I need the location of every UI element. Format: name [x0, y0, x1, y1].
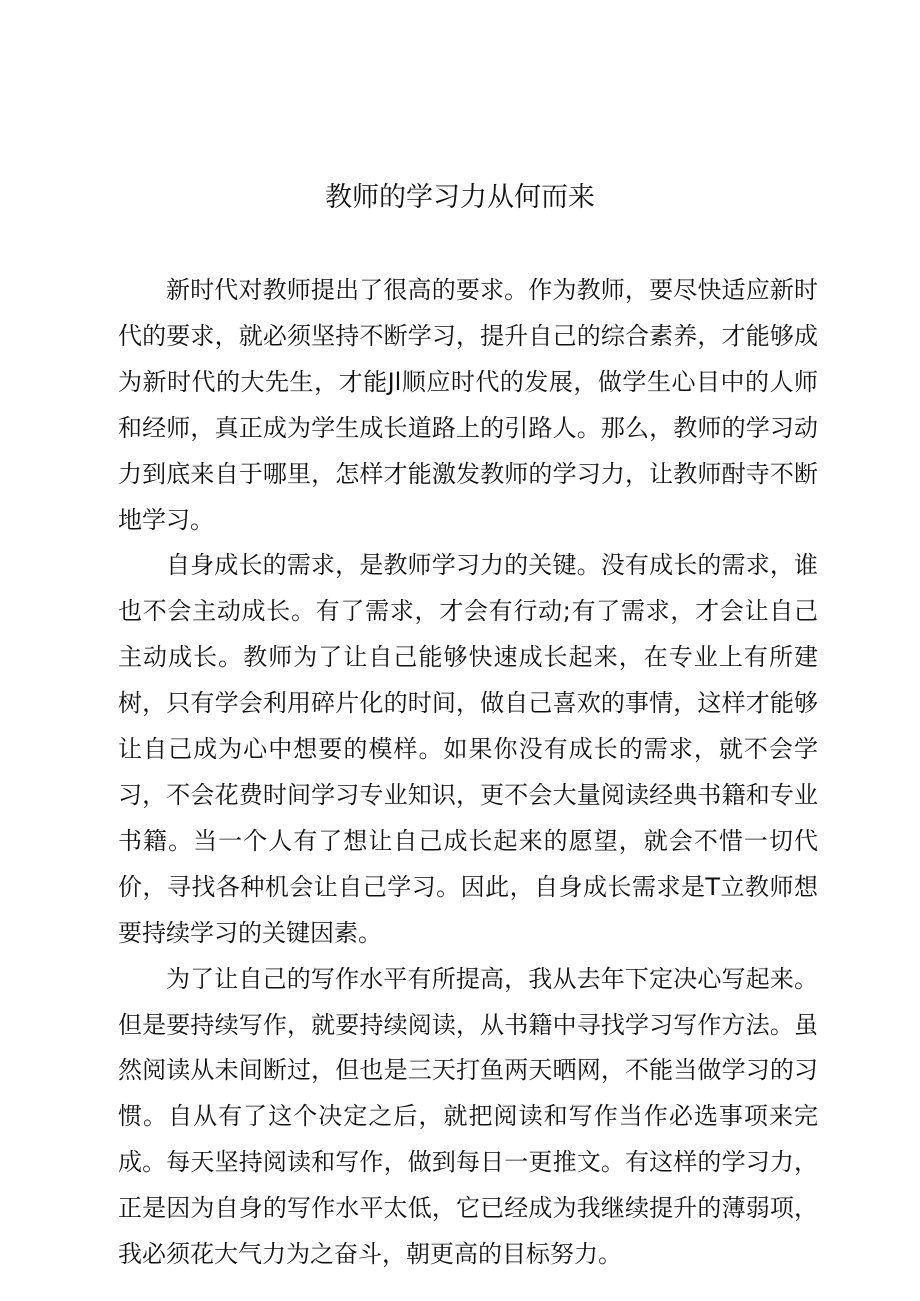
paragraph-3: 为了让自己的写作水平有所提高，我从去年下定决心写起来。但是要持续写作，就要持续阅读，从书籍中寻找学习写作方法。虽然阅读从未间断过，但也是三天打鱼两天晒网，不能当做学习的习惯。自从有了这个决定之后，就把阅读和写作当作必选事项来完成。每天坚持阅读和写作，做到每日一更推文。有这样的学习力，正是因为自身的写作水平太低，它已经成为我继续提升的薄弱项，我必须花大气力为之奋斗，朝更高的目标努力。: [118, 964, 818, 1269]
paragraph-2: 自身成长的需求，是教师学习力的关键。没有成长的需求，谁也不会主动成长。有了需求，才会有行动;有了需求，才会让自己主动成长。教师为了让自己能够快速成长起来，在专业上有所建树，只有学会利用碎片化的时间，做自己喜欢的事情，这样才能够让自己成为心中想要的模样。如果你没有成长的需求，就不会学习，不会花费时间学习专业知识，更不会大量阅读经典书籍和专业书籍。当一个人有了想让自己成长起来的愿望，就会不惜一切代价，寻找各种机会让自己学习。因此，自身成长需求是T立教师想要持续学习的关键因素。: [118, 551, 818, 947]
document-body: [118, 268, 818, 1278]
document-title: 教师的学习力从何而来: [325, 182, 595, 213]
paragraph-1: 新时代对教师提出了很高的要求。作为教师，要尽快适应新时代的要求，就必须坚持不断学习，提升自己的综合素养，才能够成为新时代的大先生，才能Jl顺应时代的发展，做学生心目中的人师和经师，真正成为学生成长道路上的引路人。那么，教师的学习动力到底来自于哪里，怎样才能激发教师的学习力，让教师酎寺不断地学习。: [118, 276, 818, 534]
